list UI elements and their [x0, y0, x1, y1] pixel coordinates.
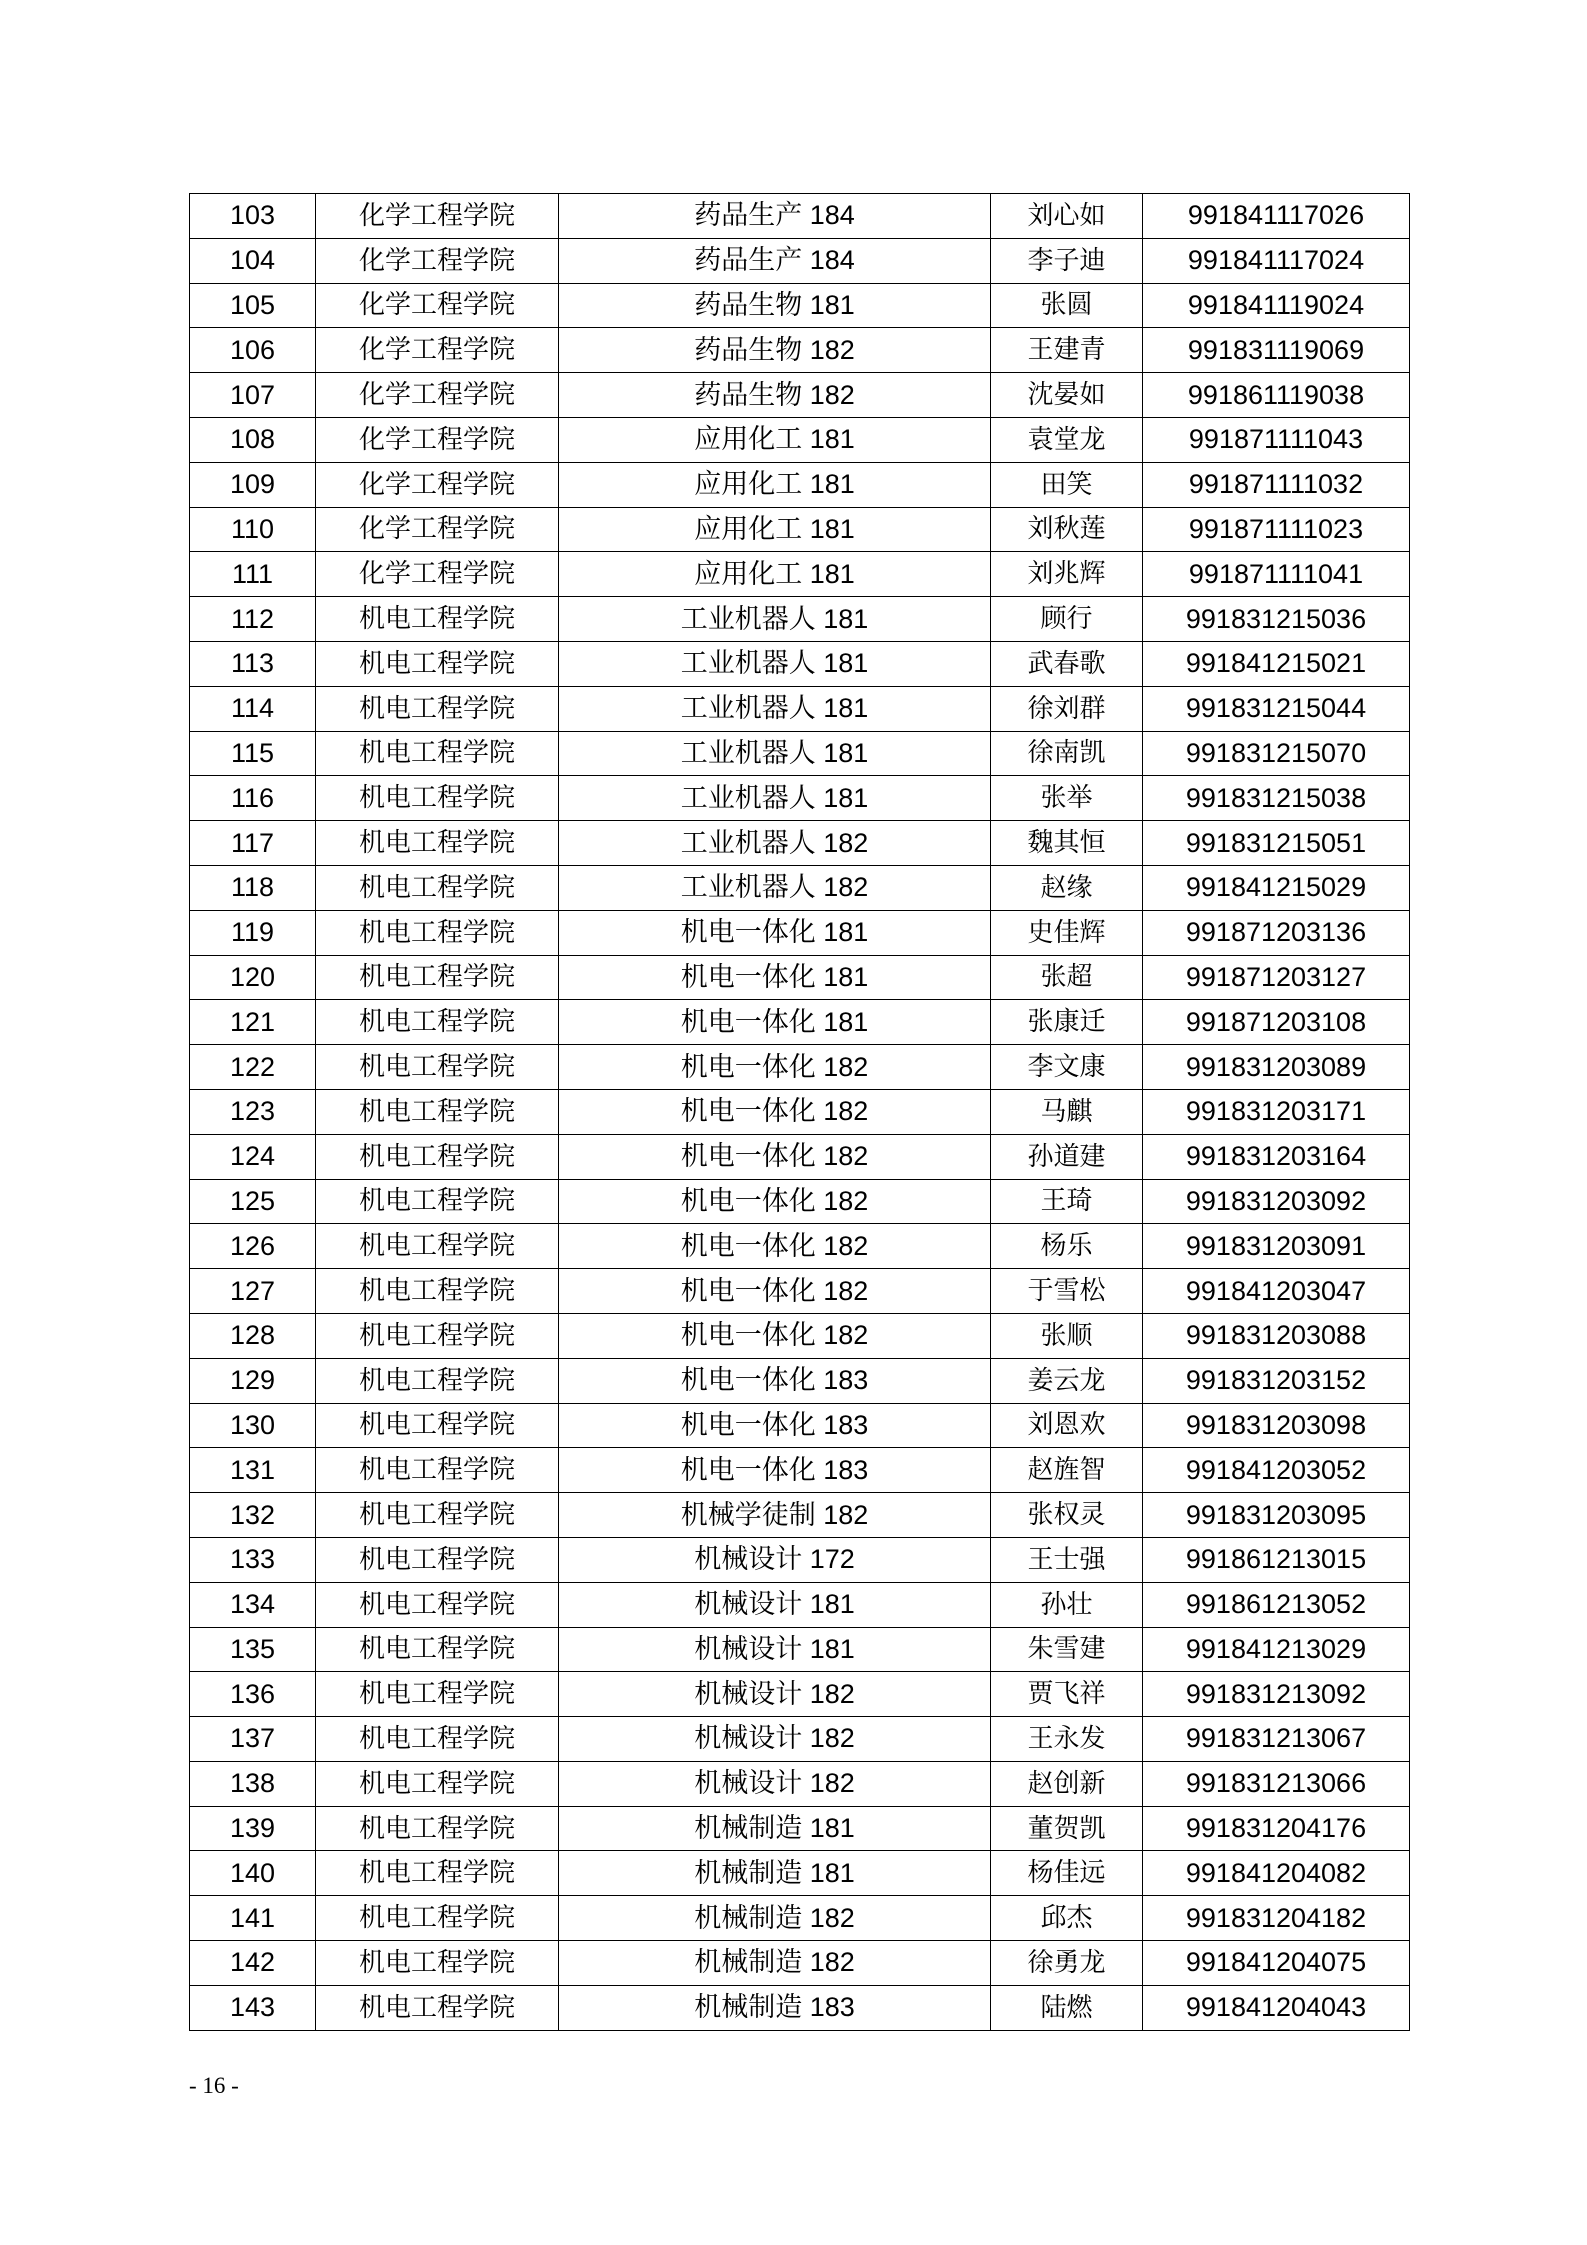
student-id-cell: 991831215044	[1143, 686, 1410, 731]
table-row	[190, 507, 1410, 552]
student-id-cell: 991841204043	[1143, 1985, 1410, 2030]
student-name-cell: 刘恩欢	[991, 1403, 1143, 1448]
row-number-cell: 143	[190, 1985, 316, 2030]
student-name-cell: 魏其恒	[991, 821, 1143, 866]
student-id-cell: 991841215021	[1143, 641, 1410, 686]
college-cell: 化学工程学院	[316, 417, 559, 462]
row-number-cell: 114	[190, 686, 316, 731]
student-roster-table	[189, 193, 1410, 2031]
student-id-cell: 991831215051	[1143, 821, 1410, 866]
row-number-cell: 125	[190, 1179, 316, 1224]
class-cell: 机电一体化 181	[559, 955, 991, 1000]
row-number-cell: 142	[190, 1941, 316, 1986]
row-number-cell: 103	[190, 194, 316, 239]
student-id-cell: 991831203091	[1143, 1224, 1410, 1269]
student-id-cell: 991831213092	[1143, 1672, 1410, 1717]
college-cell: 机电工程学院	[316, 1627, 559, 1672]
table-row	[190, 1627, 1410, 1672]
row-number-cell: 122	[190, 1045, 316, 1090]
student-name-cell: 孙道建	[991, 1134, 1143, 1179]
row-number-cell: 139	[190, 1806, 316, 1851]
row-number-cell: 135	[190, 1627, 316, 1672]
row-number-cell: 106	[190, 328, 316, 373]
class-cell: 工业机器人 181	[559, 686, 991, 731]
student-id-cell: 991841215029	[1143, 865, 1410, 910]
class-cell: 机电一体化 182	[559, 1224, 991, 1269]
table-row	[190, 641, 1410, 686]
row-number-cell: 141	[190, 1896, 316, 1941]
table-row	[190, 552, 1410, 597]
student-name-cell: 朱雪建	[991, 1627, 1143, 1672]
table-row	[190, 1358, 1410, 1403]
class-cell: 机械制造 181	[559, 1806, 991, 1851]
student-id-cell: 991871203136	[1143, 910, 1410, 955]
table-row	[190, 731, 1410, 776]
class-cell: 机电一体化 182	[559, 1045, 991, 1090]
student-id-cell: 991831203095	[1143, 1493, 1410, 1538]
student-name-cell: 赵旌智	[991, 1448, 1143, 1493]
table-row	[190, 1269, 1410, 1314]
college-cell: 机电工程学院	[316, 865, 559, 910]
college-cell: 机电工程学院	[316, 1537, 559, 1582]
college-cell: 化学工程学院	[316, 462, 559, 507]
table-row	[190, 1941, 1410, 1986]
row-number-cell: 131	[190, 1448, 316, 1493]
student-id-cell: 991831204176	[1143, 1806, 1410, 1851]
college-cell: 机电工程学院	[316, 955, 559, 1000]
student-name-cell: 刘秋莲	[991, 507, 1143, 552]
student-id-cell: 991861119038	[1143, 373, 1410, 418]
row-number-cell: 129	[190, 1358, 316, 1403]
student-id-cell: 991831203164	[1143, 1134, 1410, 1179]
row-number-cell: 127	[190, 1269, 316, 1314]
roster-table-body	[190, 194, 1410, 2031]
class-cell: 机械制造 183	[559, 1985, 991, 2030]
row-number-cell: 119	[190, 910, 316, 955]
college-cell: 机电工程学院	[316, 1313, 559, 1358]
student-name-cell: 李文康	[991, 1045, 1143, 1090]
class-cell: 机械设计 182	[559, 1672, 991, 1717]
class-cell: 机械制造 182	[559, 1896, 991, 1941]
row-number-cell: 133	[190, 1537, 316, 1582]
table-row	[190, 1717, 1410, 1762]
row-number-cell: 112	[190, 597, 316, 642]
student-name-cell: 孙壮	[991, 1582, 1143, 1627]
class-cell: 机电一体化 181	[559, 1000, 991, 1045]
college-cell: 化学工程学院	[316, 238, 559, 283]
row-number-cell: 104	[190, 238, 316, 283]
class-cell: 机械制造 182	[559, 1941, 991, 1986]
row-number-cell: 116	[190, 776, 316, 821]
student-name-cell: 王永发	[991, 1717, 1143, 1762]
row-number-cell: 140	[190, 1851, 316, 1896]
student-id-cell: 991841203047	[1143, 1269, 1410, 1314]
student-id-cell: 991871111023	[1143, 507, 1410, 552]
student-id-cell: 991871203108	[1143, 1000, 1410, 1045]
row-number-cell: 109	[190, 462, 316, 507]
class-cell: 机电一体化 182	[559, 1313, 991, 1358]
college-cell: 化学工程学院	[316, 552, 559, 597]
row-number-cell: 105	[190, 283, 316, 328]
college-cell: 机电工程学院	[316, 641, 559, 686]
college-cell: 机电工程学院	[316, 1403, 559, 1448]
class-cell: 机电一体化 182	[559, 1179, 991, 1224]
student-name-cell: 张顺	[991, 1313, 1143, 1358]
row-number-cell: 110	[190, 507, 316, 552]
table-row	[190, 597, 1410, 642]
row-number-cell: 137	[190, 1717, 316, 1762]
college-cell: 机电工程学院	[316, 1448, 559, 1493]
student-id-cell: 991841117024	[1143, 238, 1410, 283]
student-id-cell: 991831203171	[1143, 1089, 1410, 1134]
class-cell: 机电一体化 182	[559, 1269, 991, 1314]
student-name-cell: 张圆	[991, 283, 1143, 328]
row-number-cell: 115	[190, 731, 316, 776]
student-name-cell: 姜云龙	[991, 1358, 1143, 1403]
student-id-cell: 991831215038	[1143, 776, 1410, 821]
table-row	[190, 1537, 1410, 1582]
student-id-cell: 991871111041	[1143, 552, 1410, 597]
student-id-cell: 991871203127	[1143, 955, 1410, 1000]
student-name-cell: 张超	[991, 955, 1143, 1000]
row-number-cell: 107	[190, 373, 316, 418]
class-cell: 药品生物 182	[559, 373, 991, 418]
class-cell: 机电一体化 182	[559, 1089, 991, 1134]
table-row	[190, 910, 1410, 955]
college-cell: 机电工程学院	[316, 1089, 559, 1134]
class-cell: 机械设计 181	[559, 1582, 991, 1627]
student-name-cell: 袁堂龙	[991, 417, 1143, 462]
student-name-cell: 董贺凯	[991, 1806, 1143, 1851]
row-number-cell: 130	[190, 1403, 316, 1448]
student-name-cell: 邱杰	[991, 1896, 1143, 1941]
table-row	[190, 776, 1410, 821]
student-id-cell: 991841213029	[1143, 1627, 1410, 1672]
college-cell: 机电工程学院	[316, 1134, 559, 1179]
student-name-cell: 杨乐	[991, 1224, 1143, 1269]
class-cell: 机械设计 182	[559, 1761, 991, 1806]
row-number-cell: 108	[190, 417, 316, 462]
student-id-cell: 991831203152	[1143, 1358, 1410, 1403]
college-cell: 机电工程学院	[316, 1896, 559, 1941]
student-id-cell: 991871111043	[1143, 417, 1410, 462]
student-name-cell: 徐南凯	[991, 731, 1143, 776]
table-row	[190, 373, 1410, 418]
class-cell: 应用化工 181	[559, 507, 991, 552]
student-name-cell: 赵缘	[991, 865, 1143, 910]
table-row	[190, 1179, 1410, 1224]
student-name-cell: 陆燃	[991, 1985, 1143, 2030]
class-cell: 工业机器人 181	[559, 731, 991, 776]
student-name-cell: 马麒	[991, 1089, 1143, 1134]
class-cell: 工业机器人 181	[559, 597, 991, 642]
class-cell: 机电一体化 182	[559, 1134, 991, 1179]
college-cell: 机电工程学院	[316, 1717, 559, 1762]
student-name-cell: 武春歌	[991, 641, 1143, 686]
table-row	[190, 194, 1410, 239]
table-row	[190, 328, 1410, 373]
class-cell: 工业机器人 182	[559, 821, 991, 866]
table-row	[190, 865, 1410, 910]
row-number-cell: 121	[190, 1000, 316, 1045]
college-cell: 机电工程学院	[316, 1358, 559, 1403]
student-id-cell: 991831213066	[1143, 1761, 1410, 1806]
student-id-cell: 991841204082	[1143, 1851, 1410, 1896]
table-row	[190, 1089, 1410, 1134]
student-name-cell: 王琦	[991, 1179, 1143, 1224]
college-cell: 机电工程学院	[316, 1045, 559, 1090]
college-cell: 机电工程学院	[316, 686, 559, 731]
table-row	[190, 686, 1410, 731]
student-id-cell: 991831215070	[1143, 731, 1410, 776]
class-cell: 工业机器人 182	[559, 865, 991, 910]
page-number: - 16 -	[189, 2073, 239, 2098]
student-name-cell: 刘兆辉	[991, 552, 1143, 597]
row-number-cell: 124	[190, 1134, 316, 1179]
class-cell: 工业机器人 181	[559, 776, 991, 821]
student-name-cell: 赵创新	[991, 1761, 1143, 1806]
student-name-cell: 田笑	[991, 462, 1143, 507]
table-row	[190, 821, 1410, 866]
row-number-cell: 118	[190, 865, 316, 910]
row-number-cell: 117	[190, 821, 316, 866]
class-cell: 机电一体化 183	[559, 1403, 991, 1448]
college-cell: 化学工程学院	[316, 507, 559, 552]
student-id-cell: 991831203088	[1143, 1313, 1410, 1358]
row-number-cell: 123	[190, 1089, 316, 1134]
college-cell: 化学工程学院	[316, 328, 559, 373]
student-id-cell: 991831215036	[1143, 597, 1410, 642]
student-name-cell: 张康迁	[991, 1000, 1143, 1045]
class-cell: 药品生物 182	[559, 328, 991, 373]
class-cell: 机械学徒制 182	[559, 1493, 991, 1538]
class-cell: 机械设计 181	[559, 1627, 991, 1672]
college-cell: 机电工程学院	[316, 1493, 559, 1538]
student-name-cell: 杨佳远	[991, 1851, 1143, 1896]
row-number-cell: 134	[190, 1582, 316, 1627]
class-cell: 应用化工 181	[559, 462, 991, 507]
row-number-cell: 126	[190, 1224, 316, 1269]
table-row	[190, 1493, 1410, 1538]
student-id-cell: 991831213067	[1143, 1717, 1410, 1762]
class-cell: 机械设计 182	[559, 1717, 991, 1762]
table-row	[190, 1000, 1410, 1045]
table-row	[190, 1134, 1410, 1179]
college-cell: 化学工程学院	[316, 373, 559, 418]
student-id-cell: 991831204182	[1143, 1896, 1410, 1941]
class-cell: 机械制造 181	[559, 1851, 991, 1896]
college-cell: 机电工程学院	[316, 821, 559, 866]
table-row	[190, 1448, 1410, 1493]
student-name-cell: 李子迪	[991, 238, 1143, 283]
student-name-cell: 王士强	[991, 1537, 1143, 1582]
row-number-cell: 111	[190, 552, 316, 597]
table-row	[190, 1806, 1410, 1851]
row-number-cell: 136	[190, 1672, 316, 1717]
class-cell: 药品生物 181	[559, 283, 991, 328]
student-name-cell: 顾行	[991, 597, 1143, 642]
student-name-cell: 王建青	[991, 328, 1143, 373]
college-cell: 机电工程学院	[316, 1672, 559, 1717]
student-id-cell: 991841117026	[1143, 194, 1410, 239]
class-cell: 工业机器人 181	[559, 641, 991, 686]
student-id-cell: 991861213015	[1143, 1537, 1410, 1582]
table-row	[190, 1403, 1410, 1448]
student-id-cell: 991841119024	[1143, 283, 1410, 328]
student-id-cell: 991831203089	[1143, 1045, 1410, 1090]
college-cell: 化学工程学院	[316, 194, 559, 239]
student-id-cell: 991831203098	[1143, 1403, 1410, 1448]
row-number-cell: 120	[190, 955, 316, 1000]
college-cell: 机电工程学院	[316, 1179, 559, 1224]
student-name-cell: 张权灵	[991, 1493, 1143, 1538]
row-number-cell: 138	[190, 1761, 316, 1806]
class-cell: 应用化工 181	[559, 417, 991, 462]
college-cell: 机电工程学院	[316, 776, 559, 821]
table-row	[190, 1313, 1410, 1358]
college-cell: 化学工程学院	[316, 283, 559, 328]
table-row	[190, 238, 1410, 283]
table-row	[190, 1896, 1410, 1941]
college-cell: 机电工程学院	[316, 1851, 559, 1896]
college-cell: 机电工程学院	[316, 1224, 559, 1269]
class-cell: 药品生产 184	[559, 238, 991, 283]
row-number-cell: 132	[190, 1493, 316, 1538]
college-cell: 机电工程学院	[316, 1000, 559, 1045]
class-cell: 药品生产 184	[559, 194, 991, 239]
student-name-cell: 沈晏如	[991, 373, 1143, 418]
table-row	[190, 283, 1410, 328]
student-name-cell: 史佳辉	[991, 910, 1143, 955]
table-row	[190, 417, 1410, 462]
class-cell: 机械设计 172	[559, 1537, 991, 1582]
college-cell: 机电工程学院	[316, 1985, 559, 2030]
student-id-cell: 991871111032	[1143, 462, 1410, 507]
student-name-cell: 刘心如	[991, 194, 1143, 239]
table-row	[190, 1851, 1410, 1896]
row-number-cell: 113	[190, 641, 316, 686]
table-row	[190, 1985, 1410, 2030]
college-cell: 机电工程学院	[316, 1761, 559, 1806]
college-cell: 机电工程学院	[316, 1941, 559, 1986]
table-row	[190, 462, 1410, 507]
class-cell: 应用化工 181	[559, 552, 991, 597]
student-name-cell: 贾飞祥	[991, 1672, 1143, 1717]
student-name-cell: 张举	[991, 776, 1143, 821]
student-name-cell: 徐勇龙	[991, 1941, 1143, 1986]
college-cell: 机电工程学院	[316, 1582, 559, 1627]
student-name-cell: 徐刘群	[991, 686, 1143, 731]
table-row	[190, 1224, 1410, 1269]
college-cell: 机电工程学院	[316, 731, 559, 776]
student-id-cell: 991841203052	[1143, 1448, 1410, 1493]
student-id-cell: 991841204075	[1143, 1941, 1410, 1986]
class-cell: 机电一体化 183	[559, 1358, 991, 1403]
table-row	[190, 1045, 1410, 1090]
student-id-cell: 991831119069	[1143, 328, 1410, 373]
college-cell: 机电工程学院	[316, 1269, 559, 1314]
class-cell: 机电一体化 181	[559, 910, 991, 955]
college-cell: 机电工程学院	[316, 910, 559, 955]
student-id-cell: 991861213052	[1143, 1582, 1410, 1627]
college-cell: 机电工程学院	[316, 597, 559, 642]
table-row	[190, 1582, 1410, 1627]
college-cell: 机电工程学院	[316, 1806, 559, 1851]
row-number-cell: 128	[190, 1313, 316, 1358]
table-row	[190, 1672, 1410, 1717]
table-row	[190, 1761, 1410, 1806]
student-name-cell: 于雪松	[991, 1269, 1143, 1314]
table-row	[190, 955, 1410, 1000]
class-cell: 机电一体化 183	[559, 1448, 991, 1493]
student-id-cell: 991831203092	[1143, 1179, 1410, 1224]
